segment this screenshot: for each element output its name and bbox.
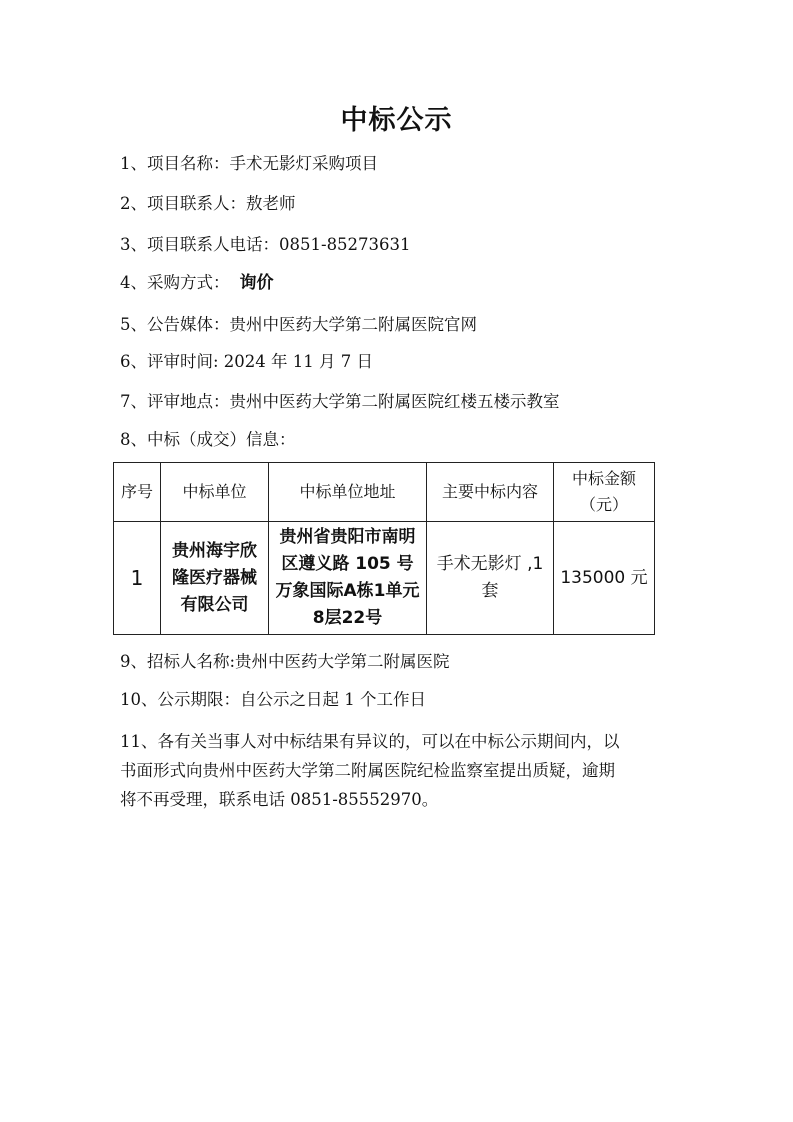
table-row [114, 522, 655, 635]
item-project-contact: 2、项目联系人：敖老师 [120, 194, 296, 213]
item-procurement-method [120, 271, 274, 295]
header-amount: 中标金额（元） [554, 463, 655, 522]
objection-line-3: 将不再受理，联系电话 0851-85552970。 [120, 790, 439, 809]
page-title: 中标公示 [340, 105, 453, 136]
header-address: 中标单位地址 [269, 463, 427, 522]
header-seq: 序号 [114, 463, 161, 522]
item-project-name: 1、项目名称：手术无影灯采购项目 [120, 154, 378, 173]
objection-line-2: 书面形式向贵州中医药大学第二附属医院纪检监察室提出质疑，逾期 [120, 761, 615, 780]
cell-seq: 1 [114, 522, 161, 635]
item-award-info-heading: 8、中标（成交）信息： [120, 430, 296, 449]
item-publicity-period: 10、公示期限：自公示之日起 1 个工作日 [120, 690, 426, 709]
item-contact-phone: 3、项目联系人电话：0851-85273631 [120, 235, 411, 254]
item-objection-notice [120, 727, 680, 814]
objection-line-1: 11、各有关当事人对中标结果有异议的，可以在中标公示期间内，以 [120, 732, 620, 751]
cell-address: 贵州省贵阳市南明区遵义路 105 号万象国际A栋1单元8层22号 [269, 522, 427, 635]
header-unit: 中标单位 [161, 463, 269, 522]
procurement-method-value: 询价 [239, 273, 274, 293]
cell-content: 手术无影灯 ,1 套 [427, 522, 554, 635]
item-review-time: 6、评审时间: 2024 年 11 月 7 日 [120, 352, 374, 371]
item-announcement-media: 5、公告媒体：贵州中医药大学第二附属医院官网 [120, 315, 477, 334]
item-review-location: 7、评审地点：贵州中医药大学第二附属医院红楼五楼示教室 [120, 392, 560, 411]
header-content: 主要中标内容 [427, 463, 554, 522]
table-header-row [114, 463, 655, 522]
award-table [113, 462, 655, 635]
procurement-method-label: 4、采购方式： [120, 273, 230, 292]
cell-amount: 135000 元 [554, 522, 655, 635]
item-tenderer-name: 9、招标人名称:贵州中医药大学第二附属医院 [120, 652, 450, 671]
cell-unit: 贵州海宇欣隆医疗器械有限公司 [161, 522, 269, 635]
